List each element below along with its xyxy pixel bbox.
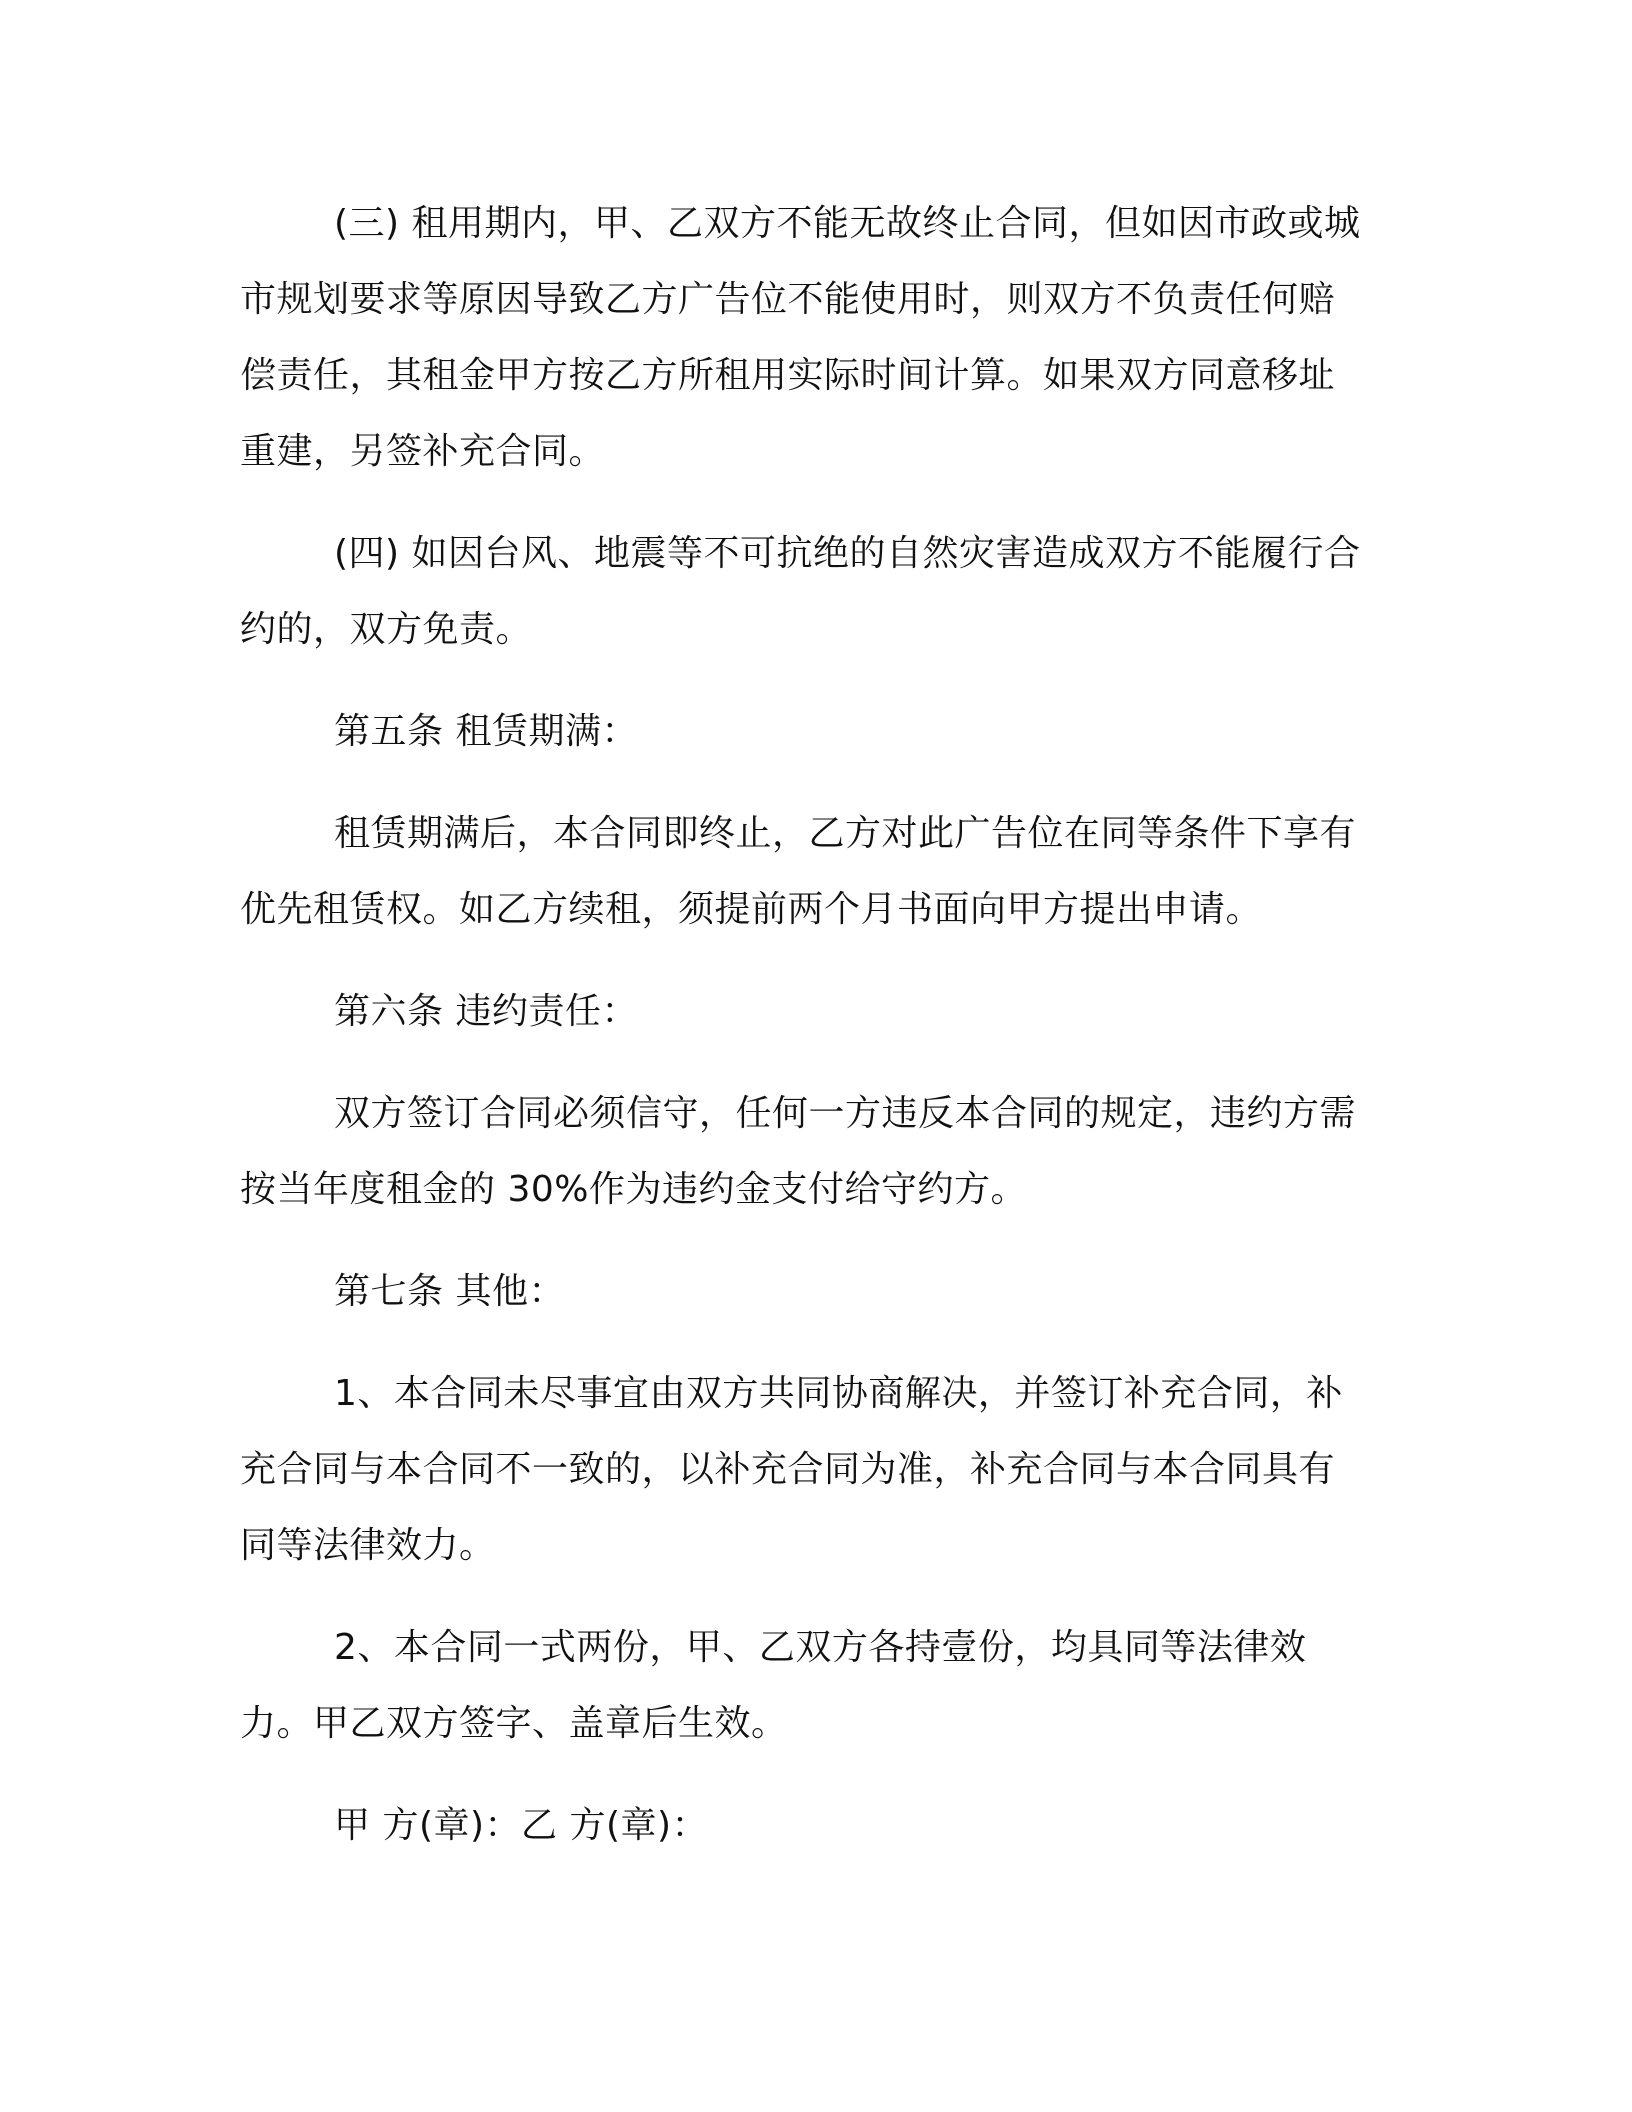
article-5-body: 租赁期满后，本合同即终止，乙方对此广告位在同等条件下享有优先租赁权。如乙方续租，须提前两个月书面向甲方提出申请。	[240, 813, 1357, 930]
article-6-heading: 第六条 违约责任：	[334, 991, 638, 1032]
signature-line: 甲 方(章)：乙 方(章)：	[334, 1805, 709, 1846]
document-body	[240, 186, 1370, 1864]
article-7-heading: 第七条 其他：	[334, 1271, 565, 1312]
article-6-body: 双方签订合同必须信守，任何一方违反本合同的规定，违约方需按当年度租金的 30%作为违约金支付给守约方。	[240, 1093, 1357, 1210]
article-5-heading: 第五条 租赁期满：	[334, 711, 638, 752]
article-7-item-1: 1、本合同未尽事宜由双方共同协商解决，并签订补充合同，补充合同与本合同不一致的，以补充合同为准，补充合同与本合同具有同等法律效力。	[240, 1373, 1343, 1566]
clause-3-termination: (三) 租用期内，甲、乙双方不能无故终止合同，但如因市政或城市规划要求等原因导致乙方广告位不能使用时，则双方不负责任何赔偿责任，其租金甲方按乙方所租用实际时间计算。如果双方同意移址重建，另签补充合同。	[240, 203, 1361, 472]
article-7-item-2: 2、本合同一式两份，甲、乙双方各持壹份，均具同等法律效力。甲乙双方签字、盖章后生效。	[240, 1627, 1307, 1744]
clause-4-force-majeure: (四) 如因台风、地震等不可抗绝的自然灾害造成双方不能履行合约的，双方免责。	[240, 533, 1361, 650]
